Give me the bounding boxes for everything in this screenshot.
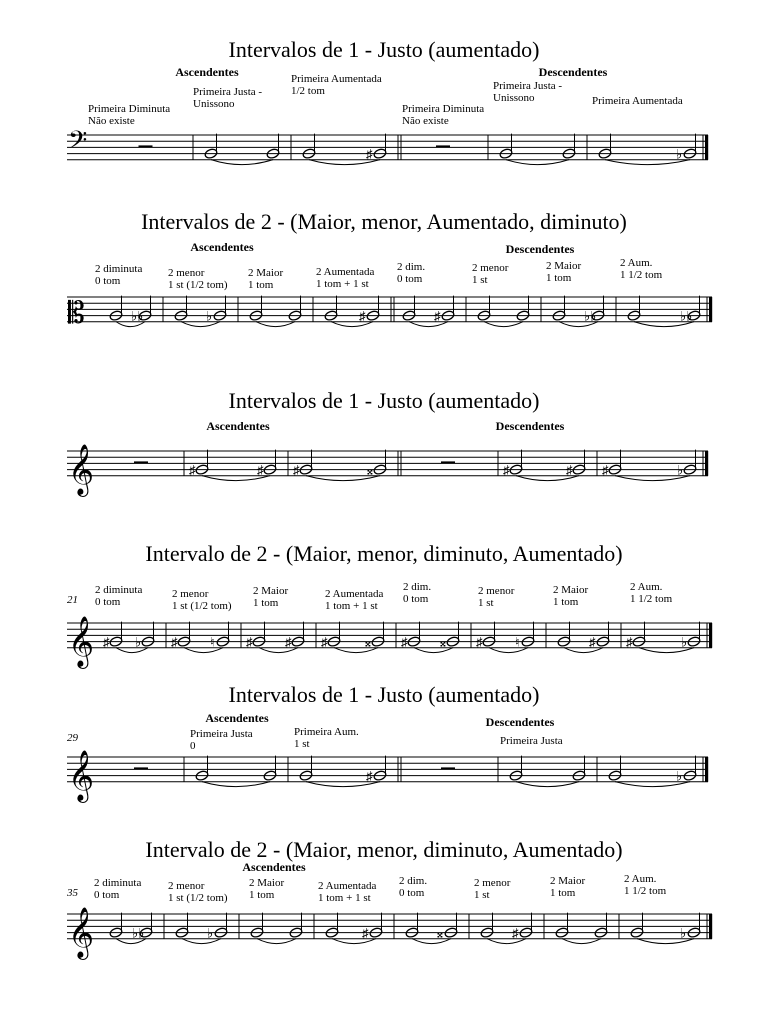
interval-label: Unissono bbox=[493, 92, 535, 104]
accidental-icon: 𝄪 bbox=[437, 925, 443, 941]
final-barline-thick bbox=[709, 297, 712, 322]
accidental-icon: ♯ bbox=[359, 308, 366, 324]
accidental-icon: ♭ bbox=[680, 925, 687, 941]
interval-label: 1 st bbox=[294, 738, 310, 750]
treble-clef-icon: 𝄞 bbox=[68, 444, 95, 494]
whole-rest-icon bbox=[139, 145, 153, 147]
section-header: Ascendentes bbox=[242, 860, 306, 874]
interval-label: 1 tom bbox=[553, 596, 579, 608]
system-title: Intervalo de 2 - (Maior, menor, diminuto, Aumentado) bbox=[145, 837, 623, 862]
interval-label: 2 diminuta bbox=[95, 584, 143, 596]
interval-label: 2 Aumentada bbox=[325, 588, 384, 600]
accidental-icon: ♯ bbox=[293, 462, 300, 478]
accidental-icon: 𝄪 bbox=[367, 462, 373, 478]
whole-rest-icon bbox=[441, 767, 455, 769]
interval-label: 0 tom bbox=[399, 887, 425, 899]
accidental-icon: ♭♭ bbox=[584, 308, 597, 324]
accidental-icon: ♭ bbox=[676, 768, 683, 784]
treble-clef-icon: 𝄞 bbox=[68, 616, 95, 666]
interval-label: 1 tom + 1 st bbox=[318, 892, 371, 904]
final-barline-thick bbox=[705, 135, 708, 160]
interval-label: 1 st bbox=[478, 597, 494, 609]
interval-label: Primeira Aum. bbox=[294, 726, 359, 738]
interval-label: Primeira Justa - bbox=[193, 86, 263, 98]
accidental-icon: ♯ bbox=[171, 634, 178, 650]
accidental-icon: ♯ bbox=[285, 634, 292, 650]
bass-clef-icon: 𝄢 bbox=[68, 127, 88, 160]
interval-label: Primeira Justa bbox=[500, 735, 563, 747]
section-header: Descendentes bbox=[495, 419, 565, 433]
interval-label: Primeira Justa bbox=[190, 728, 253, 740]
accidental-icon: ♭ bbox=[677, 462, 684, 478]
accidental-icon: ♯ bbox=[566, 462, 573, 478]
interval-label: 2 Maior bbox=[553, 584, 589, 596]
interval-label: 1/2 tom bbox=[291, 85, 325, 97]
alto-clef-icon: 𝄡 bbox=[68, 296, 85, 330]
interval-label: Não existe bbox=[402, 115, 449, 127]
interval-label: 2 menor bbox=[472, 262, 509, 274]
interval-label: 1 1/2 tom bbox=[630, 593, 673, 605]
interval-label: 2 menor bbox=[172, 588, 209, 600]
interval-label: 2 Aum. bbox=[624, 873, 657, 885]
accidental-icon: ♯ bbox=[434, 308, 441, 324]
accidental-icon: 𝄪 bbox=[440, 634, 446, 650]
interval-label: 2 Aumentada bbox=[318, 880, 377, 892]
final-barline-thick bbox=[705, 757, 708, 782]
accidental-icon: ♯ bbox=[476, 634, 483, 650]
system-title: Intervalos de 2 - (Maior, menor, Aumentado, diminuto) bbox=[141, 209, 627, 234]
interval-label: 1 tom bbox=[249, 889, 275, 901]
interval-label: Primeira Diminuta bbox=[88, 103, 171, 115]
system-title: Intervalo de 2 - (Maior, menor, diminuto, Aumentado) bbox=[145, 541, 623, 566]
accidental-icon: ♯ bbox=[512, 925, 519, 941]
accidental-icon: ♭ bbox=[206, 308, 213, 324]
interval-label: 2 Aumentada bbox=[316, 266, 375, 278]
interval-label: 2 dim. bbox=[397, 261, 426, 273]
interval-label: Primeira Aumentada bbox=[291, 73, 382, 85]
interval-label: 1 1/2 tom bbox=[620, 269, 663, 281]
interval-label: Unissono bbox=[193, 98, 235, 110]
interval-label: 2 diminuta bbox=[95, 263, 143, 275]
interval-label: 1 tom bbox=[253, 597, 279, 609]
accidental-icon: ♯ bbox=[362, 925, 369, 941]
interval-label: 2 Maior bbox=[253, 585, 289, 597]
interval-label: 1 st bbox=[472, 274, 488, 286]
accidental-icon: ♯ bbox=[589, 634, 596, 650]
section-header: Ascendentes bbox=[190, 240, 254, 254]
accidental-icon: ♯ bbox=[366, 146, 373, 162]
section-header: Descendentes bbox=[485, 715, 555, 729]
interval-label: Primeira Justa - bbox=[493, 80, 563, 92]
interval-label: 1 st (1/2 tom) bbox=[172, 600, 232, 612]
interval-label: 0 tom bbox=[95, 275, 121, 287]
final-barline-thick bbox=[709, 914, 712, 939]
interval-label: 2 menor bbox=[168, 267, 205, 279]
interval-label: 2 menor bbox=[478, 585, 515, 597]
section-header: Descendentes bbox=[538, 65, 608, 79]
interval-label: 0 tom bbox=[397, 273, 423, 285]
whole-rest-icon bbox=[441, 461, 455, 463]
interval-label: 1 tom bbox=[546, 272, 572, 284]
accidental-icon: ♮ bbox=[515, 634, 520, 650]
section-header: Ascendentes bbox=[206, 419, 270, 433]
measure-number: 29 bbox=[67, 732, 78, 744]
accidental-icon: ♯ bbox=[503, 462, 510, 478]
section-header: Ascendentes bbox=[205, 711, 269, 725]
treble-clef-icon: 𝄞 bbox=[68, 907, 95, 957]
interval-label: 1 tom bbox=[550, 887, 576, 899]
interval-label: 0 tom bbox=[95, 596, 121, 608]
interval-label: 1 1/2 tom bbox=[624, 885, 667, 897]
accidental-icon: ♭♭ bbox=[680, 308, 693, 324]
accidental-icon: ♯ bbox=[321, 634, 328, 650]
whole-rest-icon bbox=[134, 461, 148, 463]
accidental-icon: ♭♭ bbox=[131, 308, 144, 324]
interval-label: 1 st (1/2 tom) bbox=[168, 279, 228, 291]
accidental-icon: ♯ bbox=[189, 462, 196, 478]
section-header: Descendentes bbox=[505, 242, 575, 256]
whole-rest-icon bbox=[436, 145, 450, 147]
measure-number: 35 bbox=[67, 887, 78, 899]
accidental-icon: ♯ bbox=[257, 462, 264, 478]
accidental-icon: ♭ bbox=[207, 925, 214, 941]
accidental-icon: ♯ bbox=[246, 634, 253, 650]
interval-label: 1 tom bbox=[248, 279, 274, 291]
interval-label: 1 st bbox=[474, 889, 490, 901]
measure-number: 21 bbox=[67, 594, 78, 606]
interval-label: Primeira Aumentada bbox=[592, 95, 683, 107]
accidental-icon: ♮ bbox=[210, 634, 215, 650]
accidental-icon: ♯ bbox=[103, 634, 110, 650]
interval-label: 2 Maior bbox=[550, 875, 586, 887]
interval-label: 0 tom bbox=[403, 593, 429, 605]
accidental-icon: ♯ bbox=[602, 462, 609, 478]
interval-label: 2 dim. bbox=[403, 581, 432, 593]
accidental-icon: ♯ bbox=[626, 634, 633, 650]
accidental-icon: ♯ bbox=[401, 634, 408, 650]
interval-label: 2 Maior bbox=[249, 877, 285, 889]
interval-label: 2 menor bbox=[168, 880, 205, 892]
interval-label: 0 bbox=[190, 740, 196, 752]
accidental-icon: ♭ bbox=[681, 634, 688, 650]
accidental-icon: ♯ bbox=[366, 768, 373, 784]
interval-label: 2 diminuta bbox=[94, 877, 142, 889]
accidental-icon: 𝄪 bbox=[365, 634, 371, 650]
interval-label: 2 Aum. bbox=[630, 581, 663, 593]
final-barline-thick bbox=[709, 623, 712, 648]
interval-label: Primeira Diminuta bbox=[402, 103, 485, 115]
system-title: Intervalos de 1 - Justo (aumentado) bbox=[228, 388, 540, 413]
interval-label: 2 Maior bbox=[248, 267, 284, 279]
interval-label: 2 Maior bbox=[546, 260, 582, 272]
system-title: Intervalos de 1 - Justo (aumentado) bbox=[228, 682, 540, 707]
interval-label: 2 menor bbox=[474, 877, 511, 889]
interval-label: 1 tom + 1 st bbox=[325, 600, 378, 612]
interval-label: 1 st (1/2 tom) bbox=[168, 892, 228, 904]
interval-label: 1 tom + 1 st bbox=[316, 278, 369, 290]
system-title: Intervalos de 1 - Justo (aumentado) bbox=[228, 37, 540, 62]
final-barline-thick bbox=[705, 451, 708, 476]
section-header: Ascendentes bbox=[175, 65, 239, 79]
accidental-icon: ♭ bbox=[676, 146, 683, 162]
interval-label: Não existe bbox=[88, 115, 135, 127]
treble-clef-icon: 𝄞 bbox=[68, 750, 95, 800]
accidental-icon: ♭ bbox=[135, 634, 142, 650]
accidental-icon: ♭♭ bbox=[132, 925, 145, 941]
interval-label: 2 Aum. bbox=[620, 257, 653, 269]
interval-label: 2 dim. bbox=[399, 875, 428, 887]
whole-rest-icon bbox=[134, 767, 148, 769]
interval-label: 0 tom bbox=[94, 889, 120, 901]
